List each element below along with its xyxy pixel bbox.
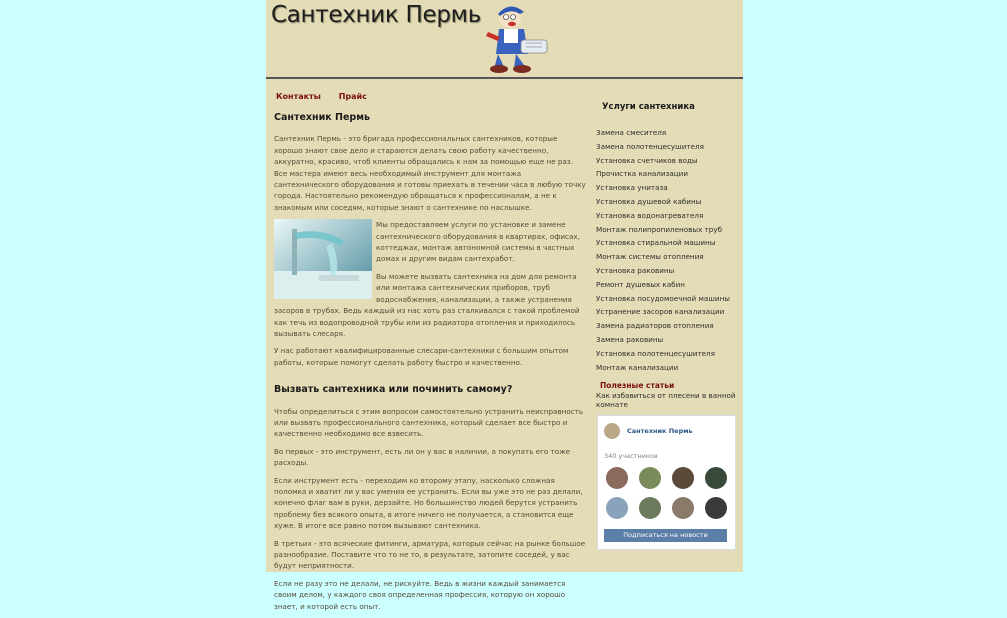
- header-divider: [266, 77, 743, 79]
- call-paragraph: Вы можете вызвать сантехника на дом для ремонта или монтажа сантехнических приборов, труб водоснабжения, канализации, а также устранения засоров в трубах. Ведь каждый из нас хоть раз сталкивался с такой проблемой как течь из водопроводной трубы или из радиатора отопления и приходилось вызывать слесаря.: [274, 271, 580, 338]
- fittings-paragraph: В третьих - это всяческие фитинги, арматура, которых сейчас на рынке большое разнообразие. Поставите что то не то, в результате, затопите соседей, у вас будут неприятности.: [274, 538, 586, 571]
- service-link[interactable]: Прочистка канализации: [596, 169, 689, 179]
- service-link[interactable]: Установка душевой кабины: [596, 196, 702, 206]
- vk-member-avatar[interactable]: [606, 467, 628, 489]
- vk-member-avatar[interactable]: [639, 497, 661, 519]
- service-link[interactable]: Установка счетчиков воды: [596, 155, 698, 165]
- vk-member-avatar[interactable]: [672, 467, 694, 489]
- vk-member-avatar[interactable]: [705, 497, 727, 519]
- services-title: Услуги сантехника: [602, 102, 695, 112]
- vk-widget: [597, 415, 736, 550]
- service-link[interactable]: Замена полотенцесушителя: [596, 141, 704, 151]
- service-link[interactable]: Установка стиральной машины: [596, 238, 716, 248]
- sidebar: [596, 102, 736, 409]
- tools-paragraph: Во первых - это инструмент, есть ли он у вас в наличии, а покупать его тоже расходы.: [274, 446, 571, 468]
- vk-member-avatar[interactable]: [639, 467, 661, 489]
- services-list: [596, 126, 736, 374]
- vk-group-avatar[interactable]: [604, 423, 620, 439]
- service-link[interactable]: Установка полотенцесушителя: [596, 348, 715, 358]
- useful-articles-title: Полезные статьи: [600, 381, 675, 391]
- useful-article-link[interactable]: Как избавиться от плесени в ванной комнате: [596, 391, 736, 410]
- service-link[interactable]: Установка водонагревателя: [596, 210, 704, 220]
- vk-member-avatar[interactable]: [705, 467, 727, 489]
- vk-member-avatar[interactable]: [672, 497, 694, 519]
- service-link[interactable]: Замена раковины: [596, 334, 664, 344]
- service-link[interactable]: Замена радиаторов отопления: [596, 321, 714, 331]
- risk-paragraph: Если не разу это не делали, не рискуйте. Ведь в жизни каждый занимается своим делом, у каждого своя определенная профессия, которую он хорошо знает, и которой есть опыт.: [274, 578, 566, 611]
- top-nav: [276, 92, 382, 101]
- decide-paragraph: Чтобы определиться с этим вопросом самостоятельно устранить неисправность или вызвать профессионального сантехника, который сделает все быстро и качественно необходимо все взвесить.: [274, 406, 584, 439]
- intro-paragraph: Сантехник Пермь - это бригада профессиональных сантехников, которые хорошо знают свое дело и стараются делать свою работу качественно, аккуратно, красиво, чтоб клиенты обращались к нам за помощью еще не раз. Все мастера имеют весь необходимый инструмент для монтажа сантехнического оборудования и готовы приехать в течении часа в любую точку города. Настоятельно рекомендую обращаться к профессионалам, а не к знакомым или соседям, которые знают о сантехнике по наслышке.: [274, 134, 586, 212]
- main-heading: Сантехник Пермь: [274, 112, 370, 123]
- vk-group-name[interactable]: Сантехник Пермь: [627, 427, 693, 435]
- service-link[interactable]: Установка посудомоечной машины: [596, 293, 730, 303]
- service-link[interactable]: Монтаж канализации: [596, 362, 679, 372]
- skills-paragraph: Если инструмент есть - переходим ко второму этапу, насколько сложная поломка и хватит ли у вас умения ее устранить. Если вы уже это не раз делали, конечно флаг вам в руки, дерзайте. Но большинство людей берутся устранить проблему без всякого опыта, в итоге ничего не получается, а становится еще хуже. В итоге все равно потом вызывают сантехника.: [274, 475, 583, 531]
- section-heading: Вызвать сантехника или починить самому?: [274, 384, 513, 396]
- faucet-image: [274, 219, 372, 299]
- main-content: [274, 112, 588, 618]
- vk-members-count: 340 участников: [604, 452, 658, 460]
- service-link[interactable]: Монтаж системы отопления: [596, 252, 704, 262]
- service-link[interactable]: Замена смесителя: [596, 128, 667, 137]
- service-link[interactable]: Установка унитаза: [596, 183, 668, 193]
- service-link[interactable]: Устранение засоров канализации: [596, 307, 725, 317]
- page-content: [266, 0, 743, 611]
- site-title[interactable]: Сантехник Пермь: [271, 2, 481, 28]
- nav-contacts-link[interactable]: Контакты: [276, 92, 321, 101]
- plumber-mascot-icon: [486, 2, 552, 74]
- site-header: [266, 0, 743, 77]
- staff-paragraph: У нас работают квалифицированные слесари-сантехники с большим опытом работы, которые помогут сделать работу быстро и качественно.: [274, 346, 569, 367]
- vk-subscribe-button[interactable]: Подписаться на новости: [604, 529, 727, 542]
- services-paragraph: Мы предоставляем услуги по установке и замене сантехнического оборудования в квартирах, офисах, коттеджах, монтаж автономной системы в частных домах и другим видам сантехработ.: [376, 220, 580, 264]
- vk-member-avatar[interactable]: [606, 497, 628, 519]
- service-link[interactable]: Монтаж полипропиленовых труб: [596, 224, 723, 234]
- nav-prices-link[interactable]: Прайс: [338, 92, 367, 101]
- service-link[interactable]: Установка раковины: [596, 265, 675, 275]
- service-link[interactable]: Ремонт душевых кабин: [596, 279, 685, 289]
